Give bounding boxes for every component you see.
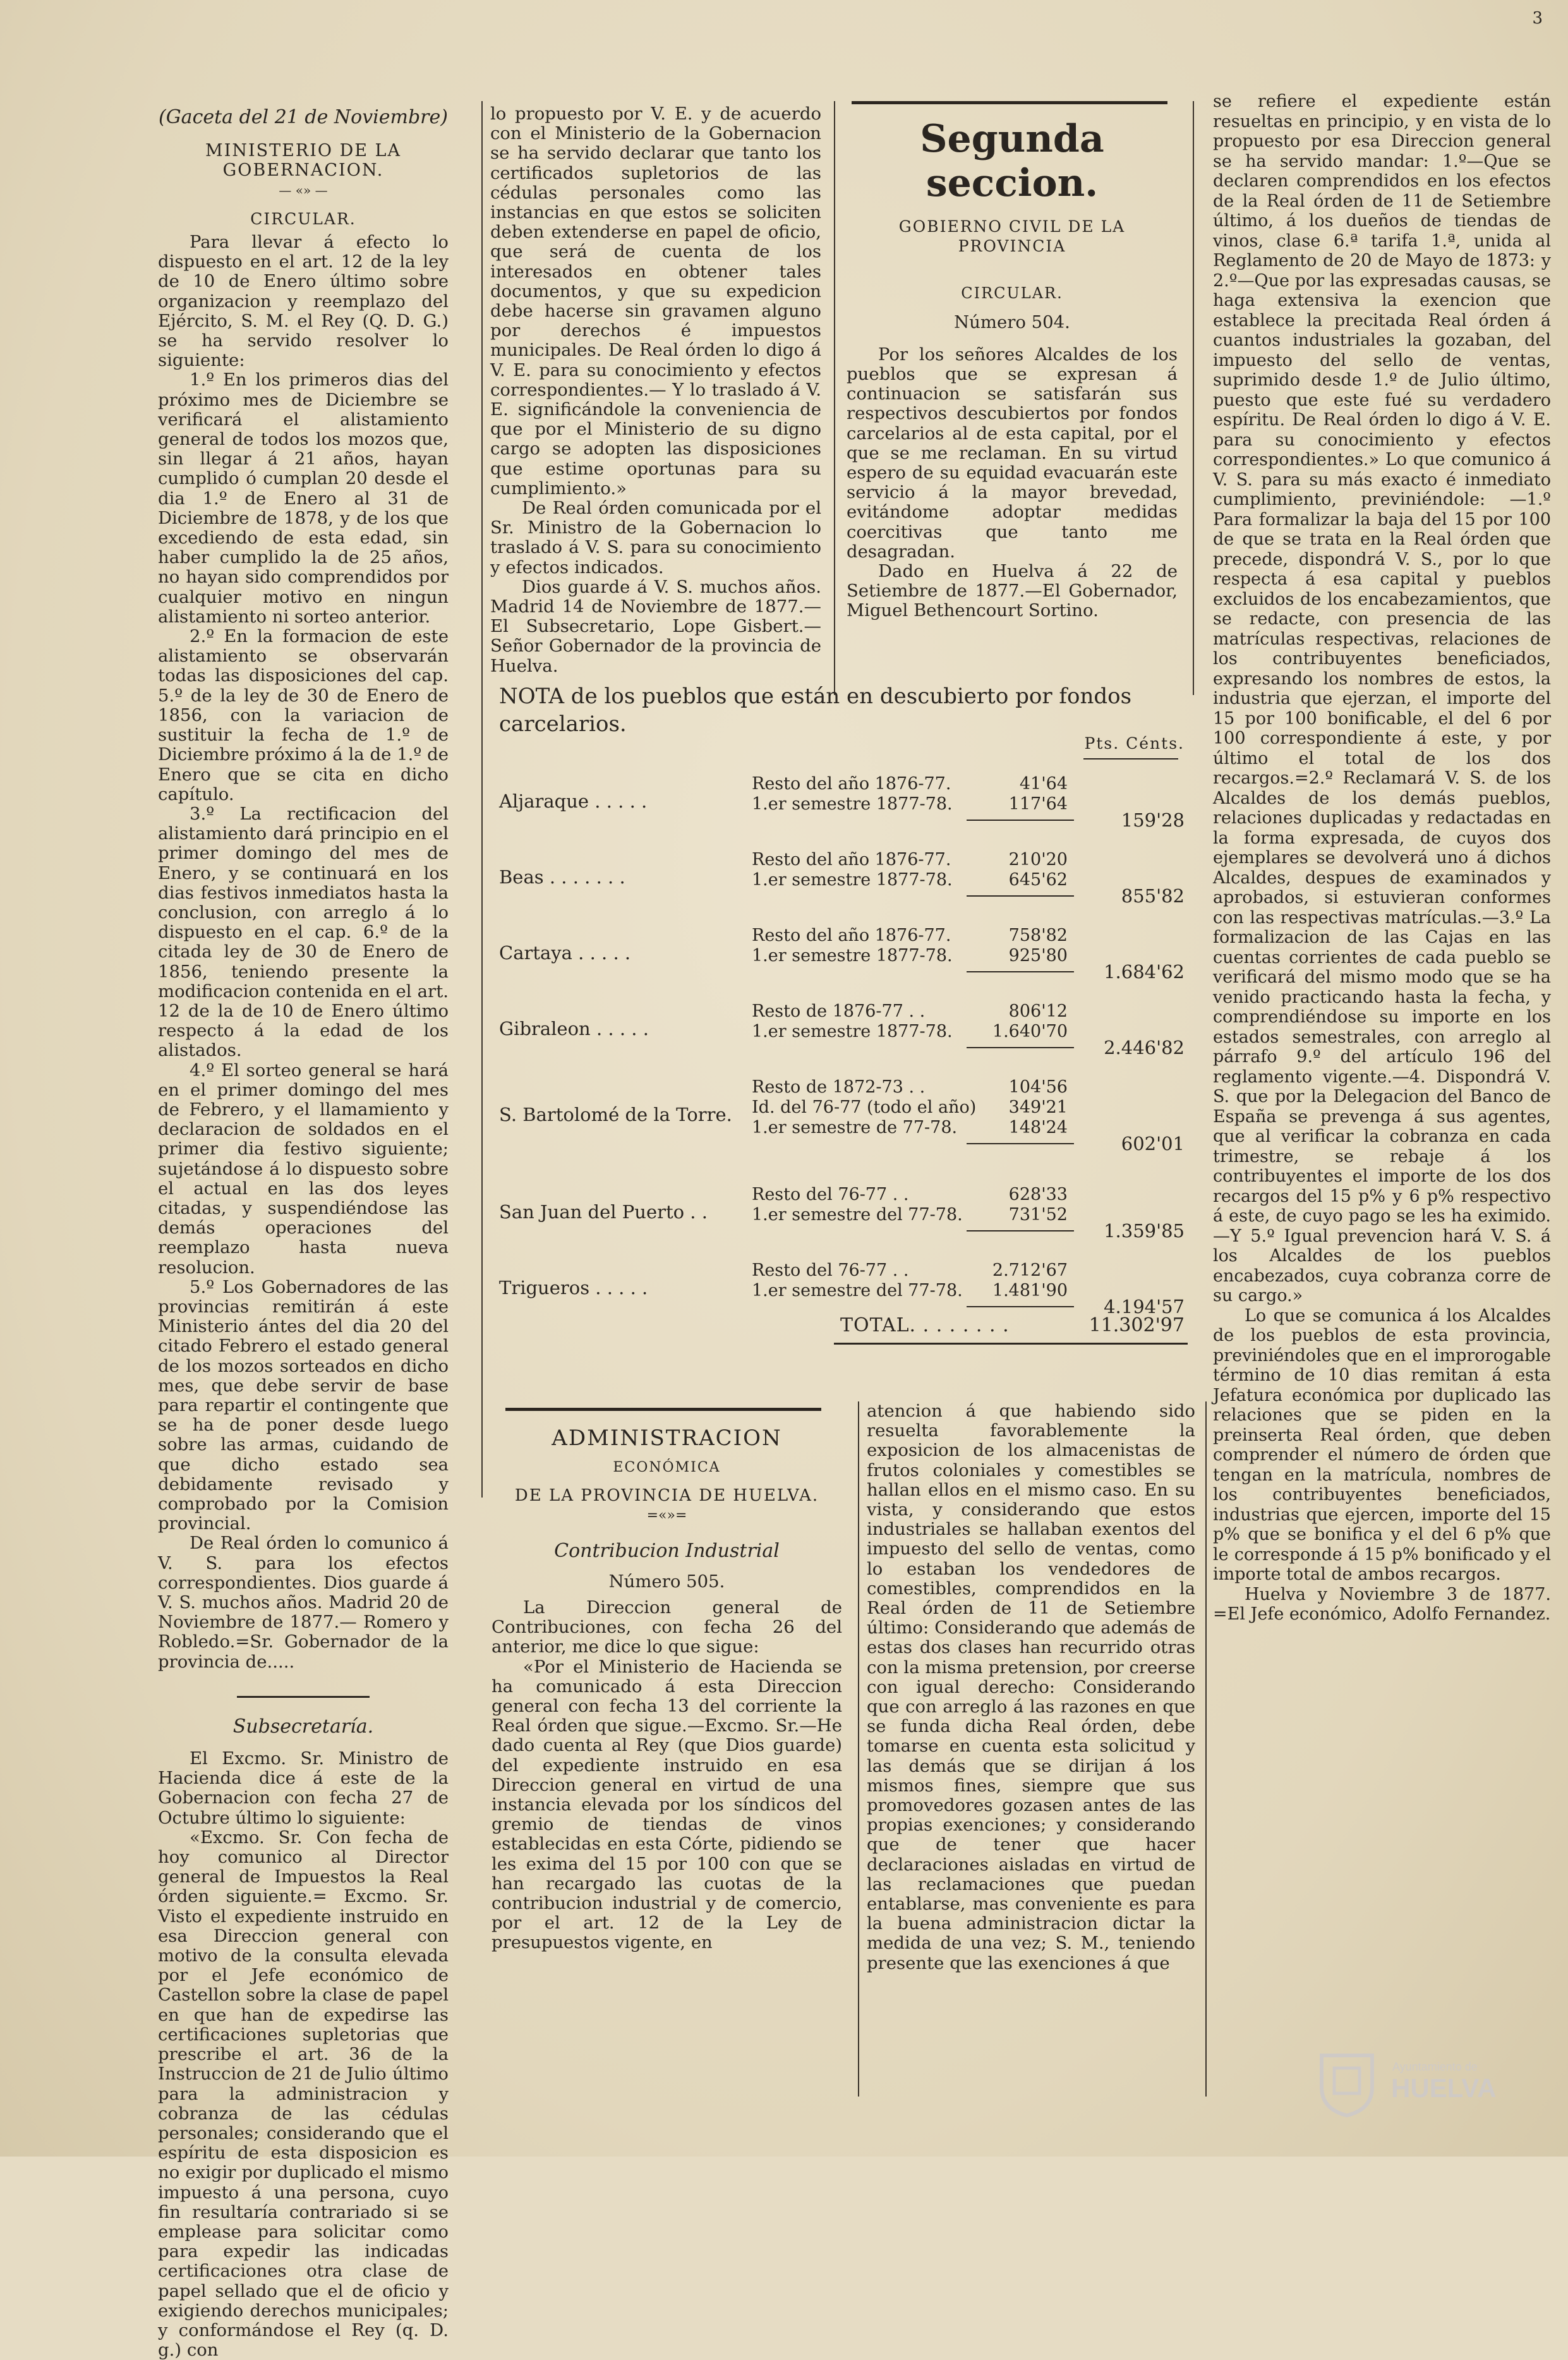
column-4: [867, 1401, 1195, 1973]
subtotal-rule: [967, 971, 1074, 972]
circular-heading: CIRCULAR.: [250, 209, 356, 228]
segunda-title: Segunda seccion.: [920, 117, 1104, 205]
column-1: [158, 107, 449, 2360]
column-2: [490, 104, 821, 676]
paragraph: se refiere el expediente están resueltas en principio, y en vista de lo propuesto por esa Direccion general se ha servido mandar: 1.º—Que se declaren comprendidos en los efectos de la Real órden de 11 de Setiembre último, á los dueños de tiendas de vinos, clase 6.ª tarifa 1.ª, unida al Reglamento de 20 de Mayo de 1873: y 2.º—Que por las expresadas causas, se haga extensiva la exencion que establece la precitada Real órden á cuantos industriales la gozaban, del impuesto del sello de ventas, suprimido desde 1.º de Julio último, puesto que este fué su verdadero espíritu. De Real órden lo digo á V. E. para su conocimiento y efectos correspondientes.» Lo que comunico á V. S. para su más exacto é inmediato cumplimiento, previniéndole: —1.º Para formalizar la baja del 15 por 100 de que se trata en la Real órden que precede, dispondrá V. S., por lo que respecta á esa capital y pueblos excluidos de los encabezamientos, que se redacte, con presencia de las matrículas respectivas, relaciones de los contribuyentes beneficiados, expresando los nombres de estos, la industria que ejerzan, el importe del 15 por 100 bonificable, el del 6 por 100 correspondiente á este, y por último el total de los dos recargos.=2.º Reclamará V. S. de los Alcaldes de los demás pueblos, relaciones duplicadas y redactadas en la forma expresada, de cuyos dos ejemplares se devolverá uno á dichos Alcaldes, despues de examinados y aprobados, si estuvieran conformes con las respectivas matrículas.—3.º La formalizacion de las Cajas en las cuentas corrientes de cada pueblo se verificará del mismo modo que se ha venido practicando hasta la fecha, y comprendiéndose su importe en los estados semestrales, con arreglo al párrafo 9.º del artículo 196 del reglamento vigente.—4. Dispondrá V. S. que por la Delegacion del Banco de España se prevenga á sus agentes, que al verificar la cobranza en cada trimestre, se rebaje á los contribuyentes el importe de los dos recargos del 15 p% y 6 p% respectivo á este, de cuyo pago se les ha eximido.—Y 5.º Igual prevencion hará V. S. á los Alcaldes de los pueblos encabezados, cuya cobranza corre de su cargo.»: [1213, 92, 1551, 1305]
line-label: Resto del año 1876-77.: [752, 926, 951, 945]
numero-504: Número 504.: [954, 312, 1070, 332]
line-value: 758'82: [1008, 926, 1068, 945]
paragraph: 3.º La rectificacion del alistamiento dará principio en el primer domingo del mes de Enero, y se continuará en los dias festivos inmediatos hasta la conclusion, con arreglo á lo dispuesto en el cap. 6.º de la citada ley de 30 de Enero de 1856, teniendo presente la modificacion contenida en el art. 12 de la de 10 de Enero último respecto á la edad de los alistados.: [158, 803, 449, 1061]
paragraph: 2.º En la formacion de este alistamiento se observarán todas las disposiciones del cap. 5.º de la ley de 30 de Enero de 1856, con la variacion de sustituir la fecha de 1.º de Diciembre próximo á la de 1.º de Enero que se cita en dicho capítulo.: [158, 626, 449, 804]
subtotal-rule: [967, 1047, 1074, 1048]
column-rule: [481, 101, 483, 1498]
ministerio-heading: MINISTERIO DE LA GOBERNACION.: [205, 141, 401, 181]
line-value: 628'33: [1008, 1185, 1068, 1204]
segunda-seccion: [847, 117, 1178, 621]
line-value: 925'80: [1008, 946, 1068, 965]
total-label: TOTAL. . . . . . . .: [840, 1314, 1010, 1336]
line-value: 41'64: [1019, 774, 1068, 794]
pueblo-name: Trigueros . . . . .: [499, 1277, 648, 1298]
crest-icon: [1315, 2049, 1378, 2119]
line-label: Id. del 76-77 (todo el año): [752, 1098, 977, 1117]
nota-header: Pts. Cénts.: [1084, 734, 1185, 753]
admin-top-rule: [505, 1408, 821, 1411]
numero-505: Número 505.: [608, 1571, 725, 1592]
paragraph: «Excmo. Sr. Con fecha de hoy comunico al Director general de Impuestos la Real órden siguiente.= Excmo. Sr. Visto el expediente instruido en esa Direccion general con motivo de la consulta elevada por el Jefe económico de Castellon sobre la clase de papel en que han de expedirse las certificaciones supletorias que prescribe el art. 36 de la Instruccion de 21 de Julio último para la administracion y cobranza de las cédulas personales; considerando que el espíritu de esta disposicion es no exigir por duplicado el mismo impuesto á una persona, cuyo fin resultaría contrariado si se emplease para solicitar como para expedir las indicadas certificaciones otra clase de papel sellado que el de oficio y exigiendo derechos municipales; y conformándose el Rey (q. D. g.) con: [158, 1827, 449, 2360]
line-value: 210'20: [1008, 850, 1068, 869]
row-total: 1.359'85: [1104, 1220, 1185, 1242]
paragraph: Huelva y Noviembre 3 de 1877. =El Jefe económico, Adolfo Fernandez.: [1213, 1584, 1551, 1624]
line-value: 349'21: [1008, 1098, 1068, 1117]
row-total: 1.684'62: [1104, 961, 1185, 983]
line-value: 731'52: [1008, 1205, 1068, 1225]
line-label: 1.er semestre del 77-78.: [752, 1205, 963, 1225]
pueblo-name: Gibraleon . . . . .: [499, 1018, 649, 1039]
gobierno-heading: GOBIERNO CIVIL DE LA PROVINCIA: [898, 217, 1126, 256]
line-label: Resto del 76-77 . .: [752, 1261, 909, 1280]
line-value: 806'12: [1008, 1001, 1068, 1021]
paragraph: Para llevar á efecto lo dispuesto en el art. 12 de la ley de 10 de Enero último sobre organizacion y reemplazo del Ejército, S. M. el Rey (Q. D. G.) se ha servido resolver lo siguiente:: [158, 232, 449, 371]
line-value: 117'64: [1008, 794, 1068, 814]
subtotal-rule: [967, 1230, 1074, 1231]
circular-heading: CIRCULAR.: [961, 284, 1063, 303]
line-label: 1.er semestre 1877-78.: [752, 1022, 953, 1041]
line-label: Resto de 1872-73 . .: [752, 1077, 926, 1097]
row-total: 855'82: [1121, 885, 1185, 907]
paragraph: Lo que se comunica á los Alcaldes de los pueblos de esta provincia, previniéndoles que en el improrogable término de 10 dias remitan á esta Jefatura económica por duplicado las relaciones que se piden en la preinserta Real órden, que deben comprender el número de órden que tengan en la matrícula, nombres de los contribuyentes beneficiados, industrias que ejercen, importe del 15 p% que se bonifica y el del 6 p% que le corresponde á 15 p% bonificado y el importe total de ambos recargos.: [1213, 1305, 1551, 1584]
line-value: 2.712'67: [992, 1261, 1068, 1280]
line-value: 1.481'90: [992, 1281, 1068, 1300]
paragraph: Dado en Huelva á 22 de Setiembre de 1877.—El Gobernador, Miguel Bethencourt Sortino.: [847, 561, 1178, 621]
line-label: 1.er semestre 1877-78.: [752, 794, 953, 814]
line-label: 1.er semestre 1877-78.: [752, 946, 953, 965]
row-total: 2.446'82: [1104, 1037, 1185, 1058]
nota-table: [499, 682, 1191, 1384]
column-rule: [1193, 101, 1194, 695]
line-value: 1.640'70: [992, 1022, 1068, 1041]
section-top-rule: [852, 101, 1167, 104]
section-rule: [237, 1696, 370, 1698]
line-label: 1.er semestre de 77-78.: [752, 1118, 958, 1137]
subtotal-rule: [967, 895, 1074, 897]
nota-title: NOTA de los pueblos que están en descubierto por fondos carcelarios.: [499, 684, 1132, 737]
gaceta-date: (Gaceta del 21 de Noviembre): [159, 106, 448, 128]
total-value: 11.302'97: [1089, 1314, 1185, 1336]
line-value: 104'56: [1008, 1077, 1068, 1097]
line-value: 645'62: [1008, 870, 1068, 890]
line-label: Resto del año 1876-77.: [752, 774, 951, 794]
paragraph: Dios guarde á V. S. muchos años. Madrid 14 de Noviembre de 1877.— El Subsecretario, Lope Gisbert.—Señor Gobernador de la provincia de Huelva.: [490, 576, 821, 676]
administracion-section: [492, 1425, 842, 1953]
line-label: Resto del 76-77 . .: [752, 1185, 909, 1204]
row-total: 159'28: [1121, 809, 1185, 831]
paragraph: El Excmo. Sr. Ministro de Hacienda dice á este de la Gobernacion con fecha 27 de Octubre último lo siguiente:: [158, 1748, 449, 1828]
column-5: [1213, 92, 1551, 1625]
column-rule: [834, 101, 835, 695]
subsecretaria-heading: Subsecretaría.: [232, 1715, 374, 1738]
paragraph: La Direccion general de Contribuciones, con fecha 26 del anterior, me dice lo que sigue:: [492, 1597, 842, 1657]
line-label: 1.er semestre del 77-78.: [752, 1281, 963, 1300]
stamp-line-2: HUELVA: [1391, 2073, 1497, 2103]
paragraph: De Real órden comunicada por el Sr. Ministro de la Gobernacion lo traslado á V. S. para su conocimiento y efectos indicados.: [490, 498, 821, 578]
line-label: 1.er semestre 1877-78.: [752, 870, 953, 890]
paragraph: Por los señores Alcaldes de los pueblos que se expresan á continuacion se satisfarán sus respectivos descubiertos por fondos carcelarios al de esta capital, por el que se me reclaman. En su virtud espero de su equidad evacuarán este servicio á la mayor brevedad, evitándome adoptar medidas coercitivas que tanto me desagradan.: [847, 344, 1178, 562]
subtotal-rule: [967, 1143, 1074, 1144]
paragraph: De Real órden lo comunico á V. S. para los efectos correspondientes. Dios guarde á V. S. muchos años. Madrid 20 de Noviembre de 1877.— Romero y Robledo.=Sr. Gobernador de la provincia de.....: [158, 1533, 449, 1672]
paragraph: lo propuesto por V. E. y de acuerdo con el Ministerio de la Gobernacion se ha servido declarar que tanto los certificados supletorios de las cédulas personales como las instancias en que estos se soliciten deben extenderse en papel de oficio, que será de cuenta de los interesados en obtener tales documentos, y que su expedicion debe hacerse sin gravamen alguno por derechos é impuestos municipales. De Real órden lo digo á V. E. para su conocimiento y efectos correspondientes.— Y lo traslado á V. E. significándole la conveniencia de que por el Ministerio de su digno cargo se adopten las disposiciones que estime oportunas para su cumplimiento.»: [490, 104, 821, 499]
header-rule: [1083, 758, 1178, 759]
pueblo-name: San Juan del Puerto . .: [499, 1201, 708, 1223]
pueblo-name: Aljaraque . . . . .: [499, 790, 648, 812]
page-number: 3: [1532, 9, 1543, 28]
paragraph: 1.º En los primeros dias del próximo mes de Diciembre se verificará el alistamiento general de todos los mozos que, sin llegar á 21 años, hayan cumplido ó cumplan 20 desde el dia 1.º de Enero al 31 de Diciembre de 1878, y de los que excediendo de esta edad, sin haber cumplido la de 25 años, no hayan sido comprendidos por cualquier motivo en ningun alistamiento ni sorteo anterior.: [158, 370, 449, 627]
subtotal-rule: [967, 1306, 1074, 1307]
subtotal-rule: [967, 820, 1074, 821]
archive-stamp: [1315, 2049, 1524, 2119]
pueblo-name: S. Bartolomé de la Torre.: [499, 1104, 732, 1125]
column-rule: [1205, 1401, 1207, 2097]
ornament: — «» —: [279, 182, 328, 198]
paragraph: atencion á que habiendo sido resuelta favorablemente la exposicion de los almacenistas de frutos coloniales y comestibles se hallan ellos en el mismo caso. En su vista, y considerando que estos industriales se hallaban exentos del impuesto del sello de ventas, como lo estaban los vendedores de comestibles, comprendidos en la Real órden de 11 de Setiembre último: Considerando que además de estas dos clases han recurrido otras con la misma pretension, por creerse con igual derecho: Considerando que con arreglo á las razones en que se funda dicha Real órden, debe tomarse en cuenta esta solicitud y las demás que se dirijan á los mismos fines, siempre que sus promovedores gozasen antes de las propias exenciones; y considerando que de tener que hacer declaraciones aisladas en virtud de las reclamaciones que puedan entablarse, mas conveniente es para la buena administracion dictar la medida de una vez; S. M., teniendo presente que las exenciones á que: [867, 1401, 1195, 1973]
paragraph: 4.º El sorteo general se hará en el primer domingo del mes de Febrero, y el llamamiento y declaracion de soldados en el primer dia festivo siguiente; sujetándose á lo dispuesto sobre el actual en las dos leyes citadas, y suspendiéndose las demás operaciones del reemplazo hasta nueva resolucion.: [158, 1060, 449, 1278]
line-label: Resto del año 1876-77.: [752, 850, 951, 869]
column-rule: [858, 1401, 859, 2097]
pueblo-name: Cartaya . . . . .: [499, 942, 631, 964]
row-total: 602'01: [1121, 1133, 1185, 1154]
contribucion-heading: Contribucion Industrial: [554, 1539, 780, 1562]
line-label: Resto de 1876-77 . .: [752, 1001, 926, 1021]
ornament: =«»=: [646, 1508, 687, 1524]
admin-economica: ECONÓMICA: [613, 1460, 721, 1475]
line-value: 148'24: [1008, 1118, 1068, 1137]
admin-title: ADMINISTRACION: [552, 1425, 782, 1451]
total-rule: [834, 1343, 1188, 1345]
paragraph: 5.º Los Gobernadores de las provincias remitirán á este Ministerio ántes del dia 20 del citado Febrero el estado general de los mozos sorteados en dicho mes, que debe servir de base para repartir el contingente que se ha de poner desde luego sobre las armas, cuidando de que dicho estado sea debidamente revisado y comprobado por la Comision provincial.: [158, 1276, 449, 1534]
paragraph: «Por el Ministerio de Hacienda se ha comunicado á esta Direccion general con fecha 13 del corriente la Real órden que sigue.—Excmo. Sr.—He dado cuenta al Rey (que Dios guarde) del expediente instruido en esa Direccion general en virtud de una instancia elevada por los síndicos del gremio de tiendas de vinos establecidas en esta Córte, pidiendo se les exima del 15 por 100 con que se han recargado las cuotas de la contribucion industrial y de comercio, por el art. 12 de la Ley de presupuestos vigente, en: [492, 1656, 842, 1953]
admin-provincia: DE LA PROVINCIA DE HUELVA.: [514, 1486, 819, 1506]
stamp-line-1: Ayuntamiento de: [1392, 2060, 1478, 2073]
row-total: 4.194'57: [1104, 1296, 1185, 1317]
pueblo-name: Beas . . . . . . .: [499, 866, 625, 888]
